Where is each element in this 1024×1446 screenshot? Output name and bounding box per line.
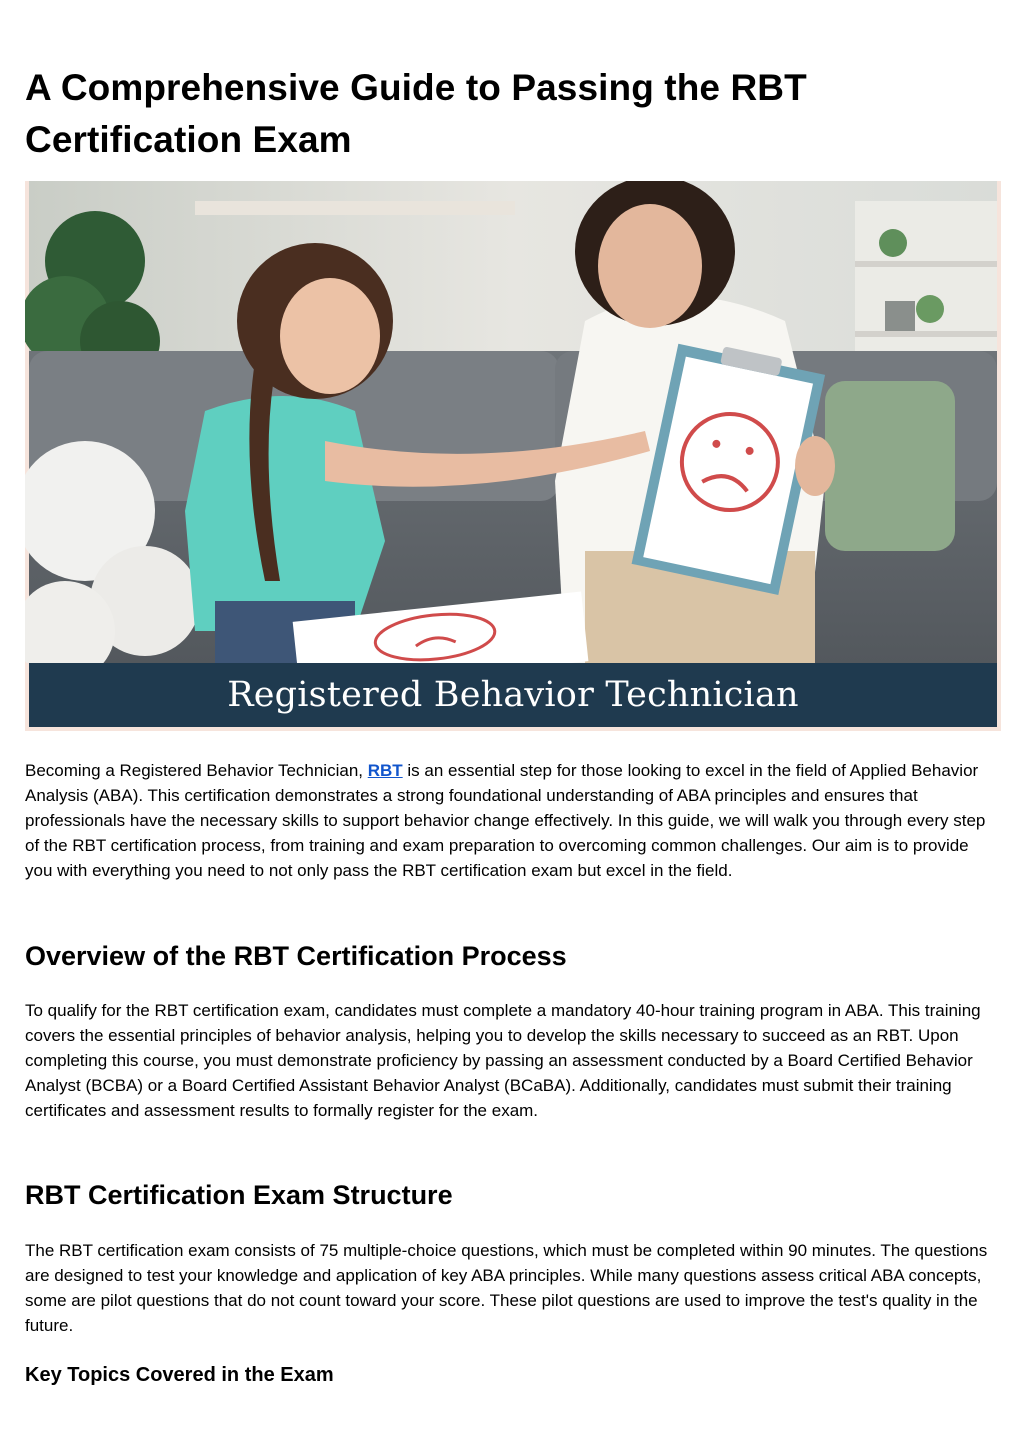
section-heading-overview: Overview of the RBT Certification Process (25, 941, 567, 971)
hero-image (25, 181, 1001, 731)
hero-banner (29, 663, 997, 727)
hero-banner-text: Registered Behavior Technician (227, 675, 799, 715)
intro-text-before-link: Becoming a Registered Behavior Technician, (25, 761, 368, 780)
rbt-link[interactable]: RBT (367, 761, 403, 780)
hero-photo-illustration (25, 181, 1001, 663)
intro-paragraph (25, 758, 993, 883)
intro-text-after-link: is an essential step for those looking to excel in the field of Applied Behavior Analysis (ABA). This certification demonstrates a strong foundational understanding of ABA principles and ensures that professionals have the necessary skills to support behavior change effectively. In this guide, we will walk you through every step of the RBT certification process, from training and exam preparation to overcoming common challenges. Our aim is to provide you with everything you need to not only pass the RBT certification exam but excel in the field. (25, 761, 986, 880)
article-title: A Comprehensive Guide to Passing the RBT Certification Exam (25, 67, 807, 160)
section-heading-exam-structure: RBT Certification Exam Structure (25, 1180, 453, 1210)
section-body-exam-structure: The RBT certification exam consists of 75 multiple-choice questions, which must be completed within 90 minutes. The questions are designed to test your knowledge and application of key ABA principles. While many questions assess critical ABA concepts, some are pilot questions that do not count toward your score. These pilot questions are used to improve the test's quality in the future. (25, 1241, 988, 1335)
subheading-key-topics: Key Topics Covered in the Exam (25, 1364, 334, 1386)
section-body-overview: To qualify for the RBT certification exam, candidates must complete a mandatory 40-hour training program in ABA. This training covers the essential principles of behavior analysis, helping you to develop the skills necessary to succeed as an RBT. Upon completing this course, you must demonstrate proficiency by passing an assessment conducted by a Board Certified Behavior Analyst (BCBA) or a Board Certified Assistant Behavior Analyst (BCaBA). Additionally, candidates must submit their training certificates and assessment results to formally register for the exam. (25, 1001, 981, 1120)
